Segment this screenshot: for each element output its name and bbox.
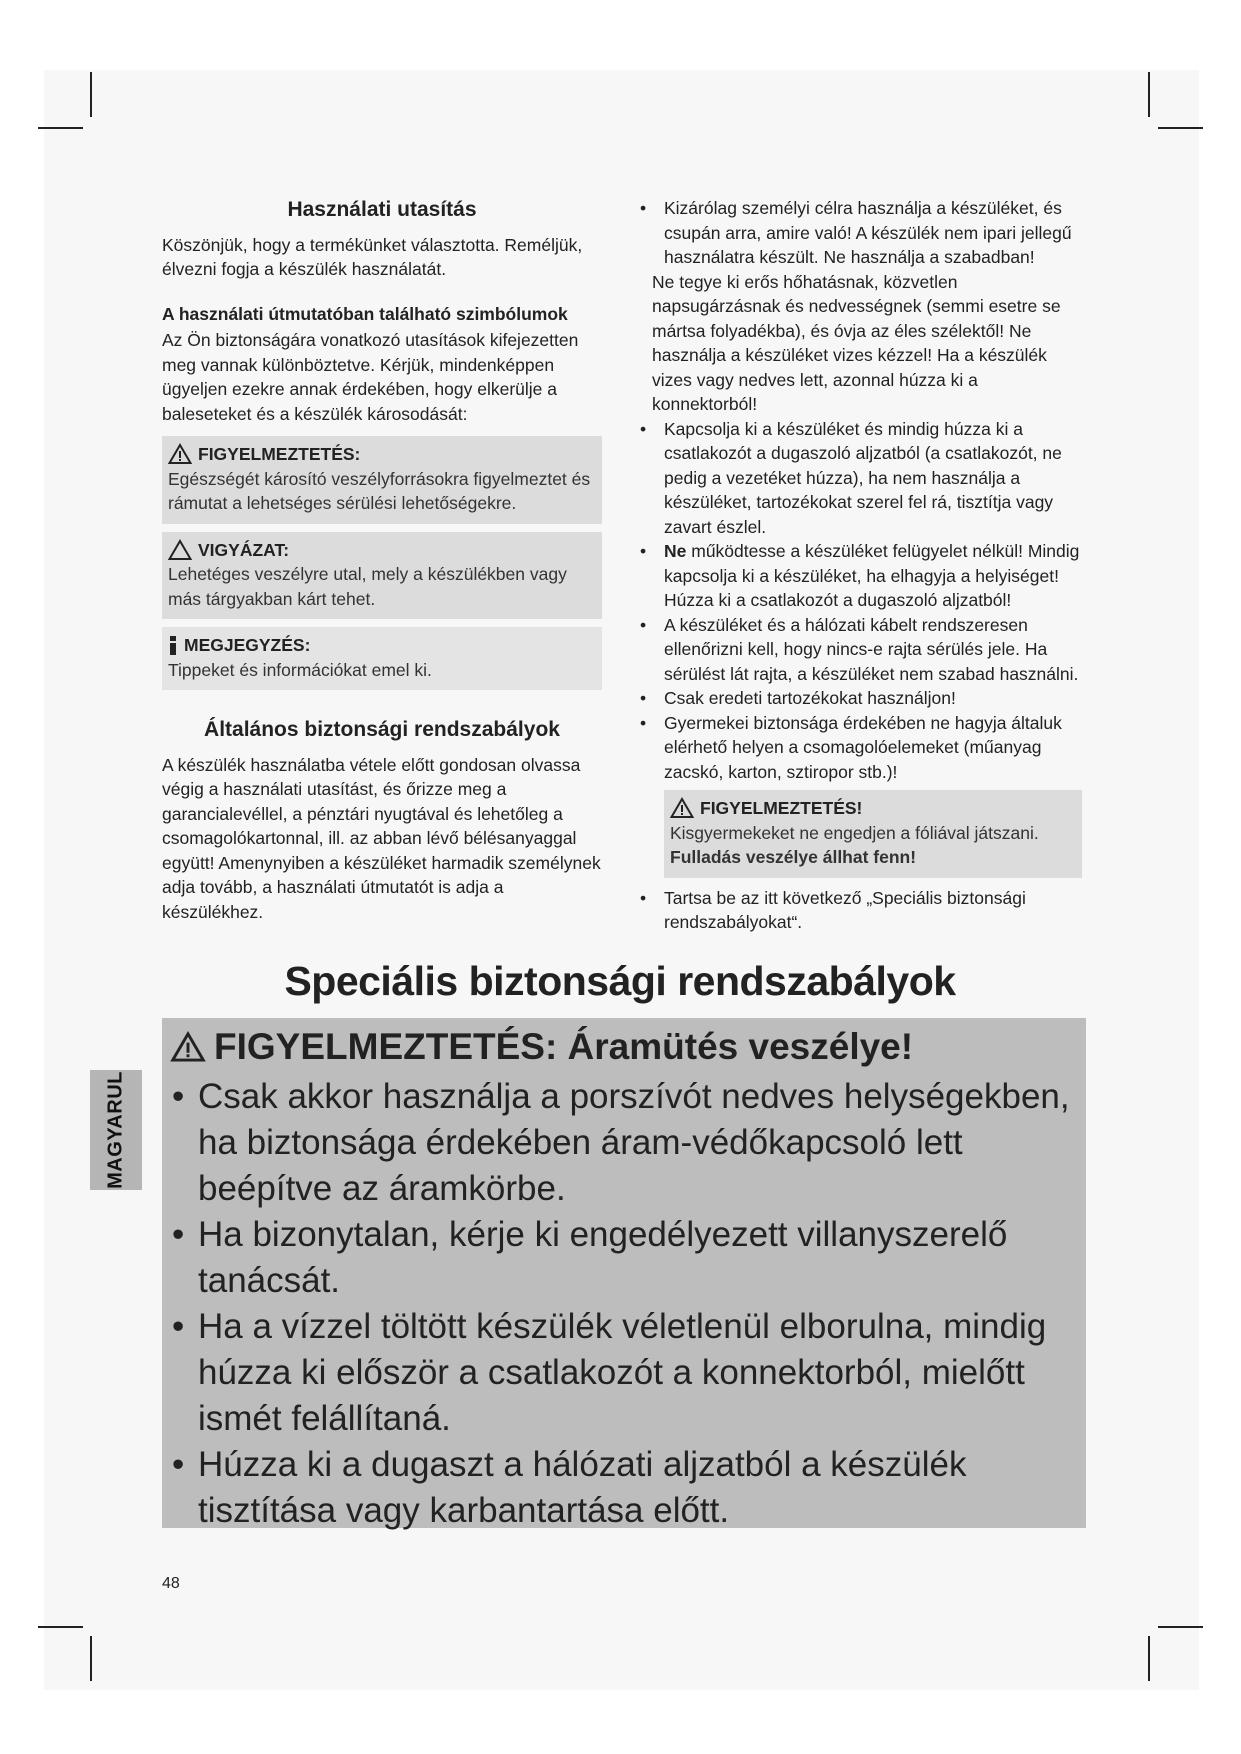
warning-box <box>162 436 602 524</box>
list-item: • A készüléket és a hálózati kábelt rendszeresen ellenőrizni kell, hogy nincs-e rajta sérülés jele. Ha sérülést lát rajta, a készüléket nem szabad használni. <box>636 613 1082 687</box>
list-item <box>636 539 1082 613</box>
language-tab-label: MAGYARUL <box>104 1071 127 1189</box>
caution-box <box>162 532 602 620</box>
caution-box-head <box>168 538 596 563</box>
child-warning-bold-text: Fulladás veszélye állhat fenn! <box>670 847 917 867</box>
info-icon <box>168 635 178 655</box>
special-warning-box <box>162 1018 1086 1528</box>
special-warning-label: FIGYELMEZTETÉS: Áramütés veszélye! <box>214 1026 914 1067</box>
symbols-text: Az Ön biztonságára vonatkozó utasítások kifejezetten meg vannak különböztetve. Kérjük, mindenképpen ügyeljen ezekre annak érdekében, hogy elkerülje a baleseteket és a készülék károsodását: <box>162 330 579 424</box>
child-warning-label: FIGYELMEZTETÉS! <box>700 798 863 818</box>
crop-mark <box>38 127 83 129</box>
list-item: • Tartsa be az itt következő „Speciális biztonsági rendszabályokat“. <box>636 886 1082 935</box>
list-item: • Csak akkor használja a porszívót nedves helységekben, ha biztonsága érdekében áram-védőkapcsoló lett beépítve az áramkörbe. <box>162 1074 1086 1212</box>
note-box-text: Tippeket és információkat emel ki. <box>168 659 432 680</box>
child-warning-text: Kisgyermekeket ne engedjen a fóliával játszani. <box>670 822 1039 843</box>
list-item-text: működtesse a készüléket felügyelet nélkül! Mindig kapcsolja ki a készüléket, ha elhagyja a helyiséget! Húzza ki a csatlakozót a dugaszoló aljzatból! <box>664 541 1080 610</box>
crop-mark <box>90 1636 92 1681</box>
language-tab <box>90 1070 142 1190</box>
warning-triangle-icon <box>168 443 192 465</box>
general-safety-title: Általános biztonsági rendszabályok <box>204 718 560 741</box>
list-item: Ne tegye ki erős hőhatásnak, közvetlen napsugárzásnak és nedvességnek (semmi esetre se mártsa folyadékba), és óvja az éles szélektől! Ne használja a készüléket vizes kézzel! Ha a készülék vizes vagy nedves lett, azonnal húzza ki a konnektorból! <box>652 271 1061 414</box>
symbols-heading: A használati útmutatóban található szimbólumok <box>162 303 568 324</box>
special-safety-title: Speciális biztonsági rendszabályok <box>284 958 956 1004</box>
warning-triangle-icon <box>170 1031 206 1063</box>
warning-triangle-icon <box>670 797 694 819</box>
list-item: • Csak eredeti tartozékokat használjon! <box>636 686 1082 711</box>
list-item: • Húzza ki a dugaszt a hálózati aljzatból a készülék tisztítása vagy karbantartása előtt. <box>162 1442 1086 1534</box>
manual-title: Használati utasítás <box>287 198 477 221</box>
list-item: • Gyermekei biztonsága érdekében ne hagyja általuk elérhető helyen a csomagolóelemeket (műanyag zacskó, karton, sztiropor stb.)! <box>636 711 1082 785</box>
list-item: • Ha a vízzel töltött készülék véletlenül elborulna, mindig húzza ki először a csatlakozót a konnektorból, mielőtt ismét felállítaná. <box>162 1304 1086 1442</box>
safety-list <box>636 196 1082 784</box>
warning-box-text: Egészségét károsító veszélyforrásokra figyelmeztet és rámutat a lehetséges sérülési lehetőségekre. <box>168 468 591 513</box>
crop-mark <box>1148 72 1150 117</box>
note-box <box>162 627 602 690</box>
list-item: • Kapcsolja ki a készüléket és mindig húzza ki a csatlakozót a dugaszoló aljzatból (a csatlakozót, ne pedig a vezetéket húzza), ha nem használja a készüléket, tartozékokat szerel fel rá, tisztítja vagy zavart észlel. <box>636 417 1082 540</box>
intro-text: Köszönjük, hogy a termékünket választotta. Reméljük, élvezni fogja a készülék használatát. <box>162 234 583 279</box>
crop-mark <box>1148 1636 1150 1681</box>
warning-box-head <box>168 442 596 467</box>
special-warning-head <box>170 1026 913 1068</box>
warning-box-label: FIGYELMEZTETÉS: <box>198 444 361 464</box>
emphasis-text: Ne <box>664 541 687 561</box>
crop-mark <box>90 72 92 117</box>
caution-box-label: VIGYÁZAT: <box>198 539 290 560</box>
crop-mark <box>1158 1626 1203 1628</box>
page-number: 48 <box>162 1575 180 1592</box>
note-box-label: MEGJEGYZÉS: <box>184 635 311 655</box>
caution-box-text: Lehetéges veszélyre utal, mely a készülékben vagy más tárgyakban kárt tehet. <box>168 564 567 609</box>
special-safety-list <box>162 1074 1086 1534</box>
list-item: • Kizárólag személyi célra használja a készüléket, és csupán arra, amire való! A készülék nem ipari jellegű használatra készült. Ne használja a szabadban! <box>636 196 1082 270</box>
crop-mark <box>1158 127 1203 129</box>
note-box-head <box>168 633 596 658</box>
left-column <box>162 198 602 924</box>
crop-mark <box>38 1626 83 1628</box>
list-item: • Ha bizonytalan, kérje ki engedélyezett villanyszerelő tanácsát. <box>162 1212 1086 1304</box>
general-safety-text: A készülék használatba vétele előtt gondosan olvassa végig a használati utasítást, és őrizze meg a garancialevéllel, a pénztári nyugtával és lehetőleg a csomagolókartonnal, ill. az abban lévő bélésanyaggal együtt! Amenynyiben a készüléket harmadik személynek adja tovább, a használati útmutatót is adja a készülékhez. <box>162 754 601 922</box>
child-warning-box <box>664 790 1082 878</box>
safety-list-end <box>636 886 1082 935</box>
caution-triangle-icon <box>168 539 192 561</box>
child-warning-head <box>670 796 1076 821</box>
right-column <box>636 196 1082 935</box>
